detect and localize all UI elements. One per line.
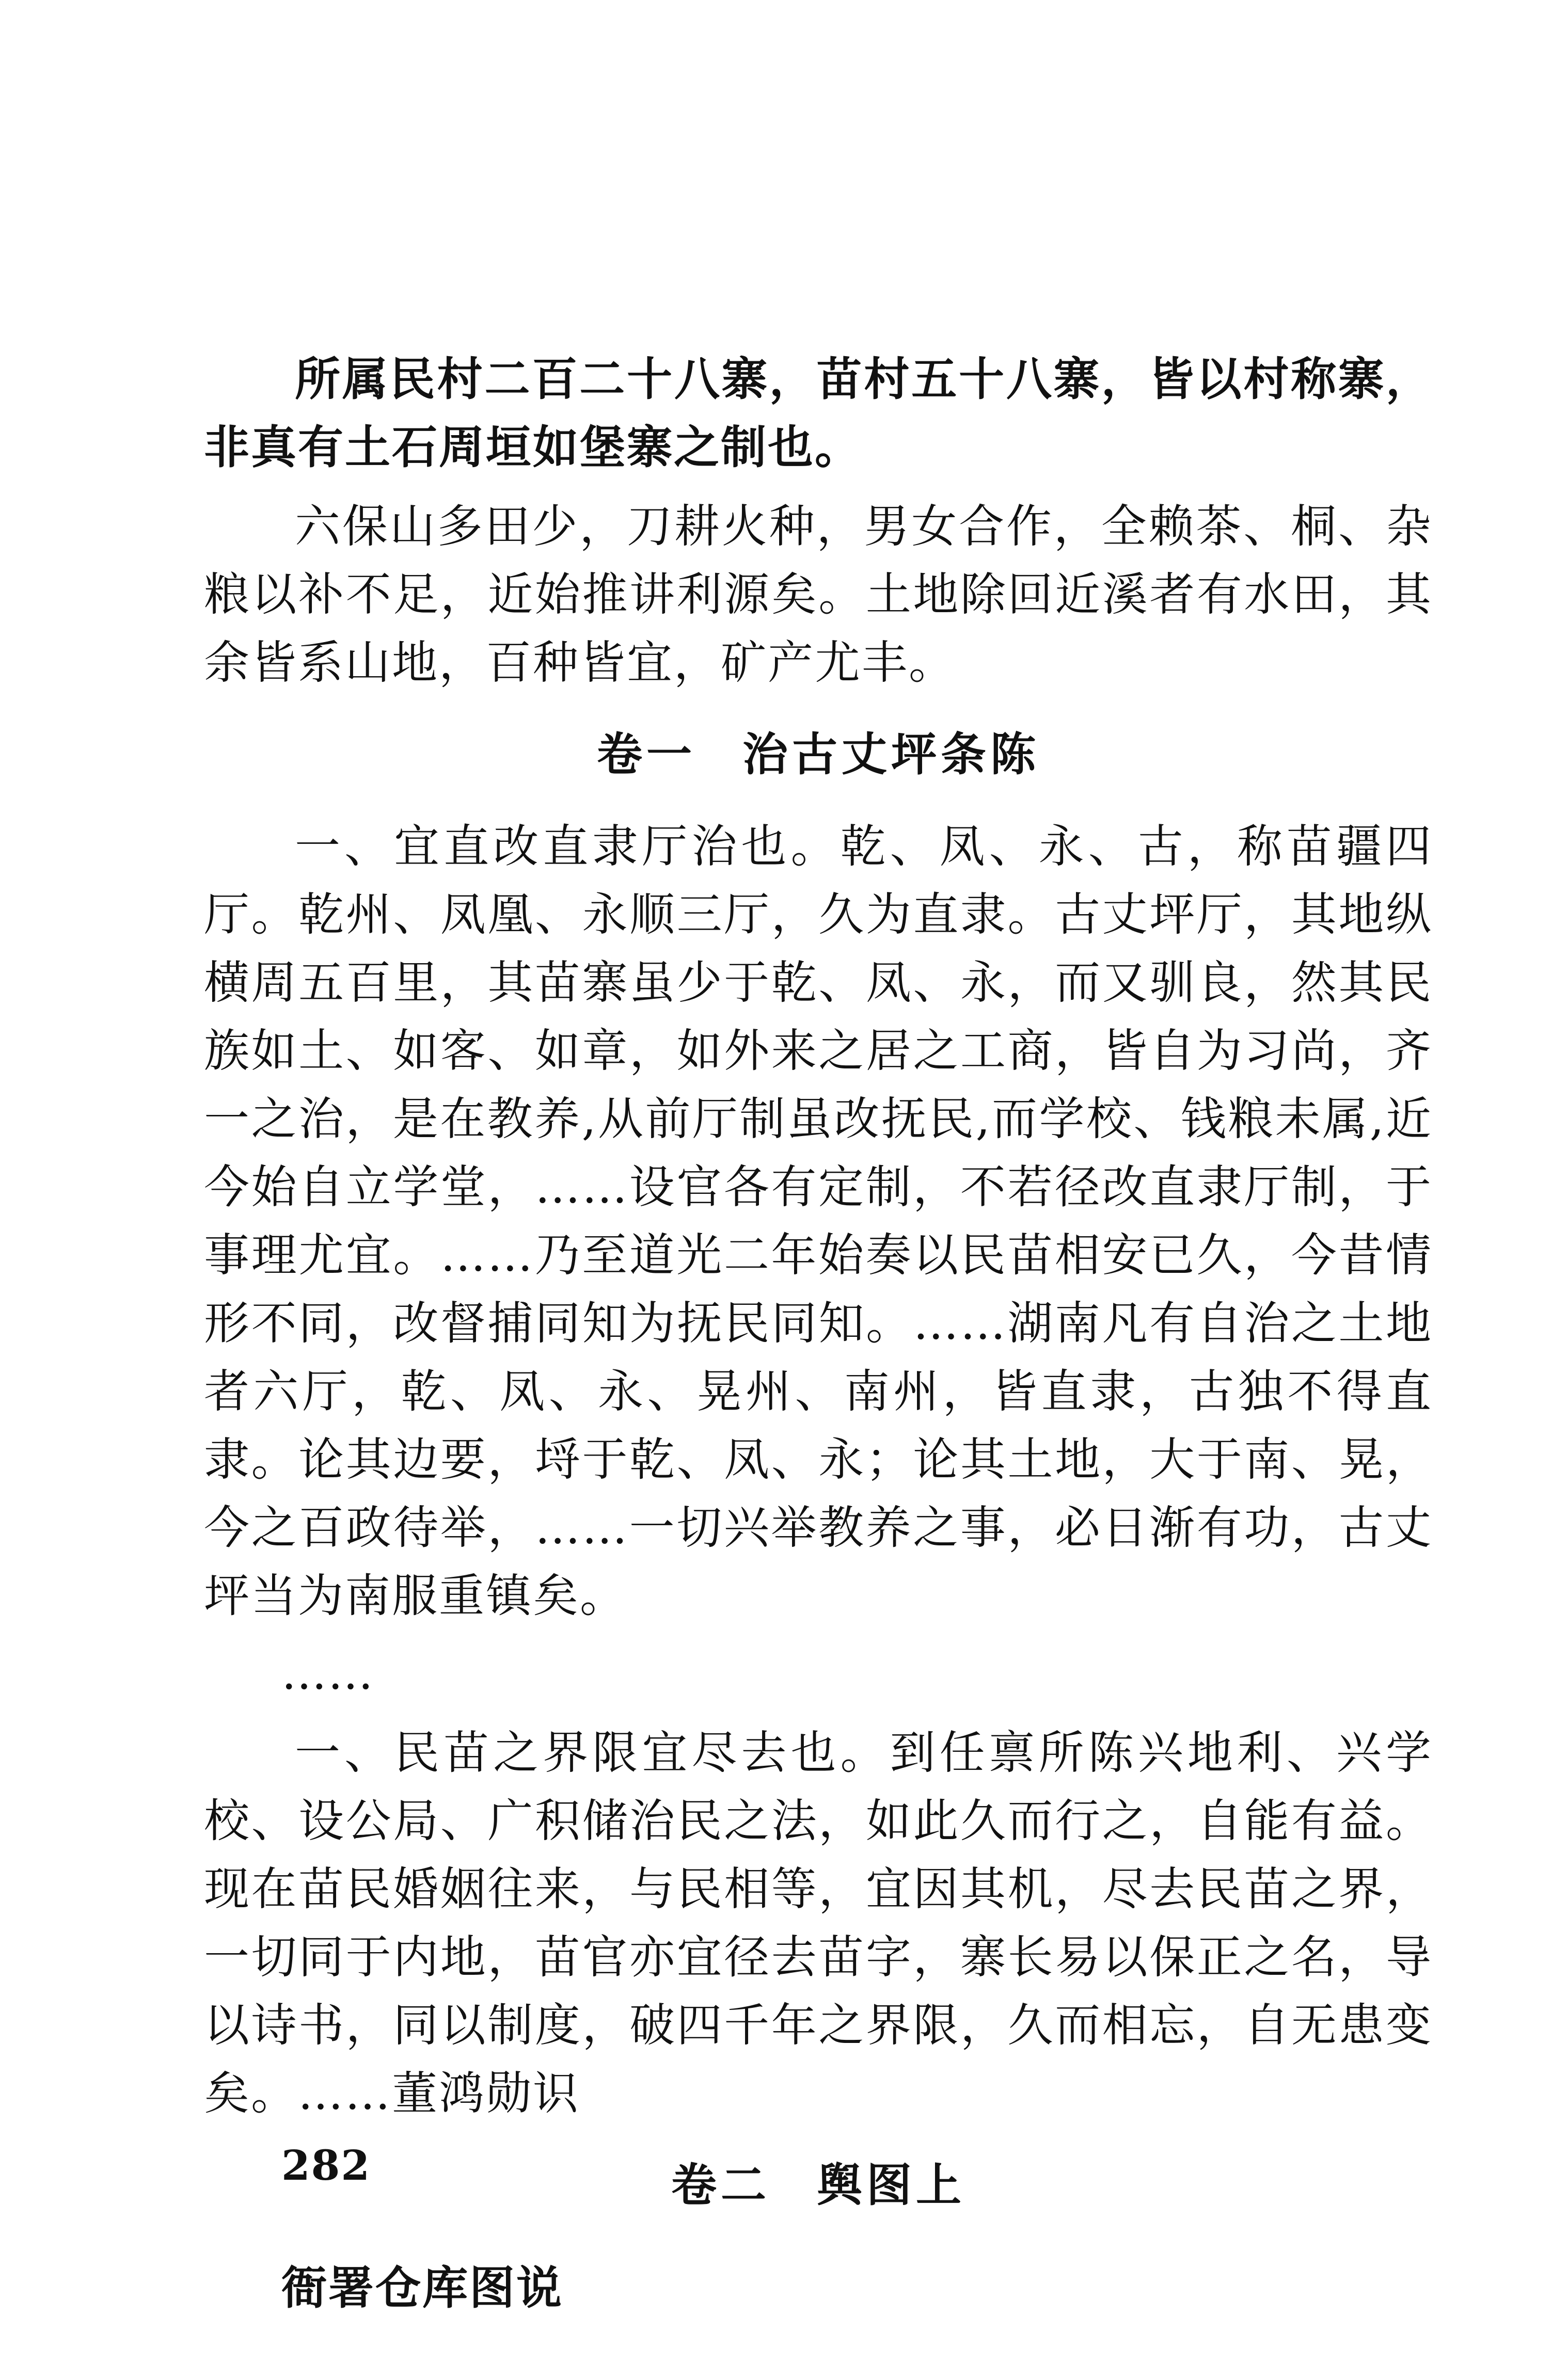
section-title: 舆图上 bbox=[817, 2159, 966, 2212]
omission-mark: …… bbox=[281, 1647, 374, 1700]
section-heading-volume-1 bbox=[204, 697, 1433, 812]
paragraph-boundaries: 一、民苗之界限宜尽去也。到任禀所陈兴地利、兴学校、设公局、广积储治民之法，如此久而行之，自能有益。现在苗民婚姻往来，与民相等，宜因其机，尽去民苗之界，一切同于内地，苗官亦宜径去苗字，寨长易以保正之名，导以诗书，同以制度，破四千年之界限，久而相忘，自无患变矣。……董鸿勋识 bbox=[204, 1726, 1433, 2120]
volume-label: 卷一 bbox=[596, 728, 696, 781]
paragraph-direct-administration: 一、宜直改直隶厅治也。乾、凤、永、古，称苗疆四厅。乾州、凤凰、永顺三厅，久为直隶。古丈坪厅，其地纵横周五百里，其苗寨虽少于乾、凤、永，而又驯良，然其民族如土、如客、如章，如外来之居之工商，皆自为习尚，齐一之治，是在教养,从前厅制虽改抚民,而学校、钱粮未属,近今始自立学堂，……设官各有定制，不若径改直隶厅制，于事理尤宜。……乃至道光二年始奏以民苗相安已久，今昔情形不同，改督捕同知为抚民同知。……湖南凡有自治之土地者六厅，乾、凤、永、晃州、南州，皆直隶，古独不得直隶。论其边要，埒于乾、凤、永；论其土地，大于南、晃，今之百政待举，……一切兴举教养之事，必日渐有功，古丈坪当为南服重镇矣。 bbox=[204, 820, 1433, 1622]
paragraph-liubao: 六保山多田少，刀耕火种，男女合作，全赖茶、桐、杂粮以补不足，近始推讲利源矣。土地除回近溪者有水田，其余皆系山地，百种皆宜，矿产尤丰。 bbox=[204, 500, 1433, 689]
text-column bbox=[204, 345, 1433, 2322]
subheading-offices-granaries: 衙署仓库图说 bbox=[281, 2261, 564, 2314]
page-number: 282 bbox=[281, 2141, 371, 2190]
paragraph-villages: 所属民村二百二十八寨，苗村五十八寨，皆以村称寨，非真有土石周垣如堡寨之制也。 bbox=[204, 352, 1433, 474]
section-title: 治古丈坪条陈 bbox=[742, 728, 1040, 781]
section-heading-volume-2 bbox=[204, 2128, 1433, 2243]
volume-label: 卷二 bbox=[671, 2159, 770, 2212]
